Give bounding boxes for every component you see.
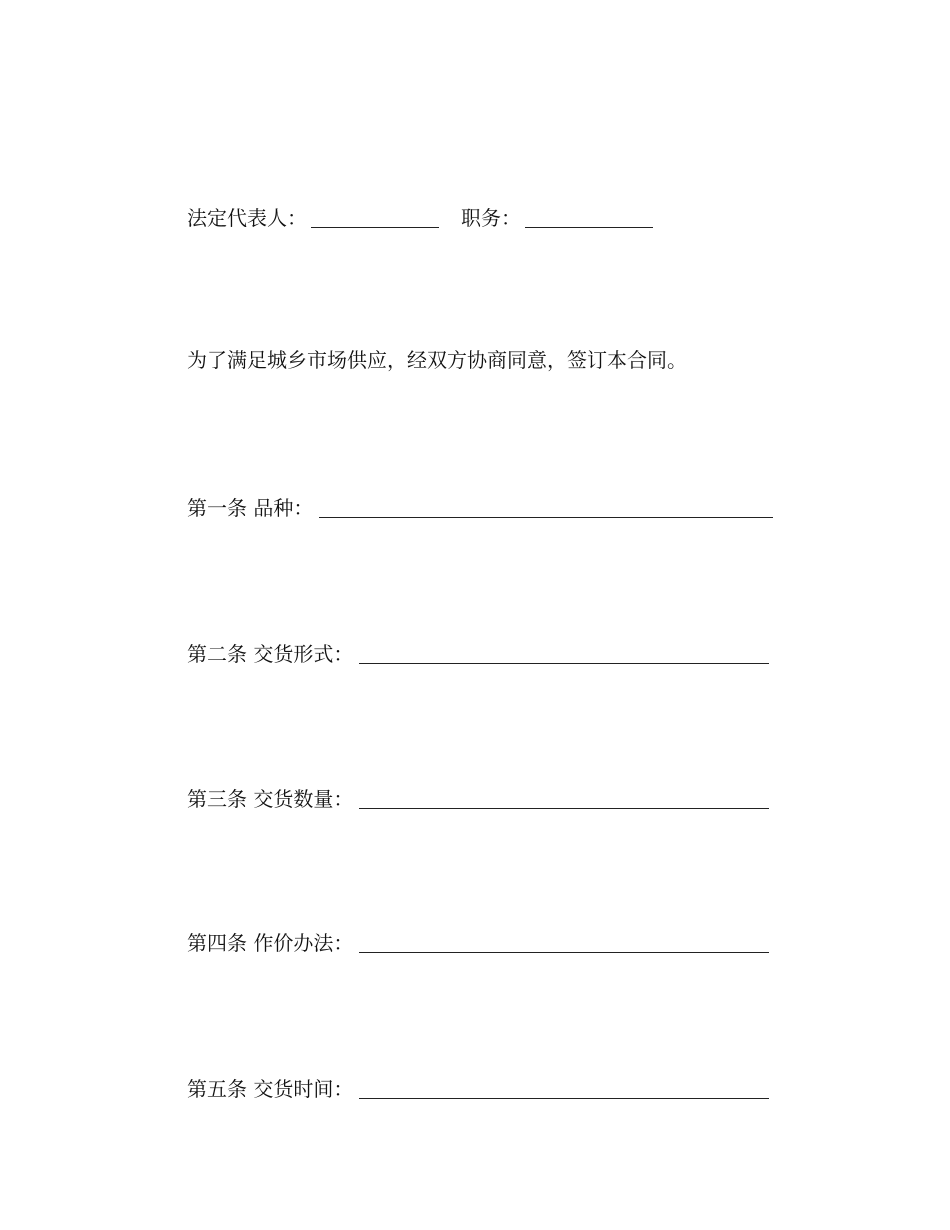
article-5-label: 第五条 交货时间：: [187, 1077, 354, 1101]
article-2-label: 第二条 交货形式：: [187, 642, 354, 666]
article-5-blank[interactable]: [359, 1076, 769, 1099]
article-3-label: 第三条 交货数量：: [187, 787, 354, 811]
article-4-blank[interactable]: [359, 930, 769, 953]
title-label: 职务：: [461, 206, 521, 230]
article-3-blank[interactable]: [359, 786, 769, 809]
intro-paragraph: [187, 347, 687, 373]
article-1-blank[interactable]: [319, 495, 773, 518]
title-blank[interactable]: [525, 205, 653, 228]
representative-blank[interactable]: [311, 205, 439, 228]
article-2-row: [187, 641, 769, 667]
article-3-row: [187, 786, 769, 812]
article-4-label: 第四条 作价办法：: [187, 931, 354, 955]
article-4-row: [187, 930, 769, 956]
article-2-blank[interactable]: [359, 641, 769, 664]
intro-text: 为了满足城乡市场供应，经双方协商同意，签订本合同。: [187, 348, 687, 372]
article-5-row: [187, 1076, 769, 1102]
article-1-label: 第一条 品种：: [187, 496, 314, 520]
article-1-row: [187, 495, 773, 521]
representative-row: [187, 205, 653, 231]
representative-label: 法定代表人：: [187, 206, 307, 230]
